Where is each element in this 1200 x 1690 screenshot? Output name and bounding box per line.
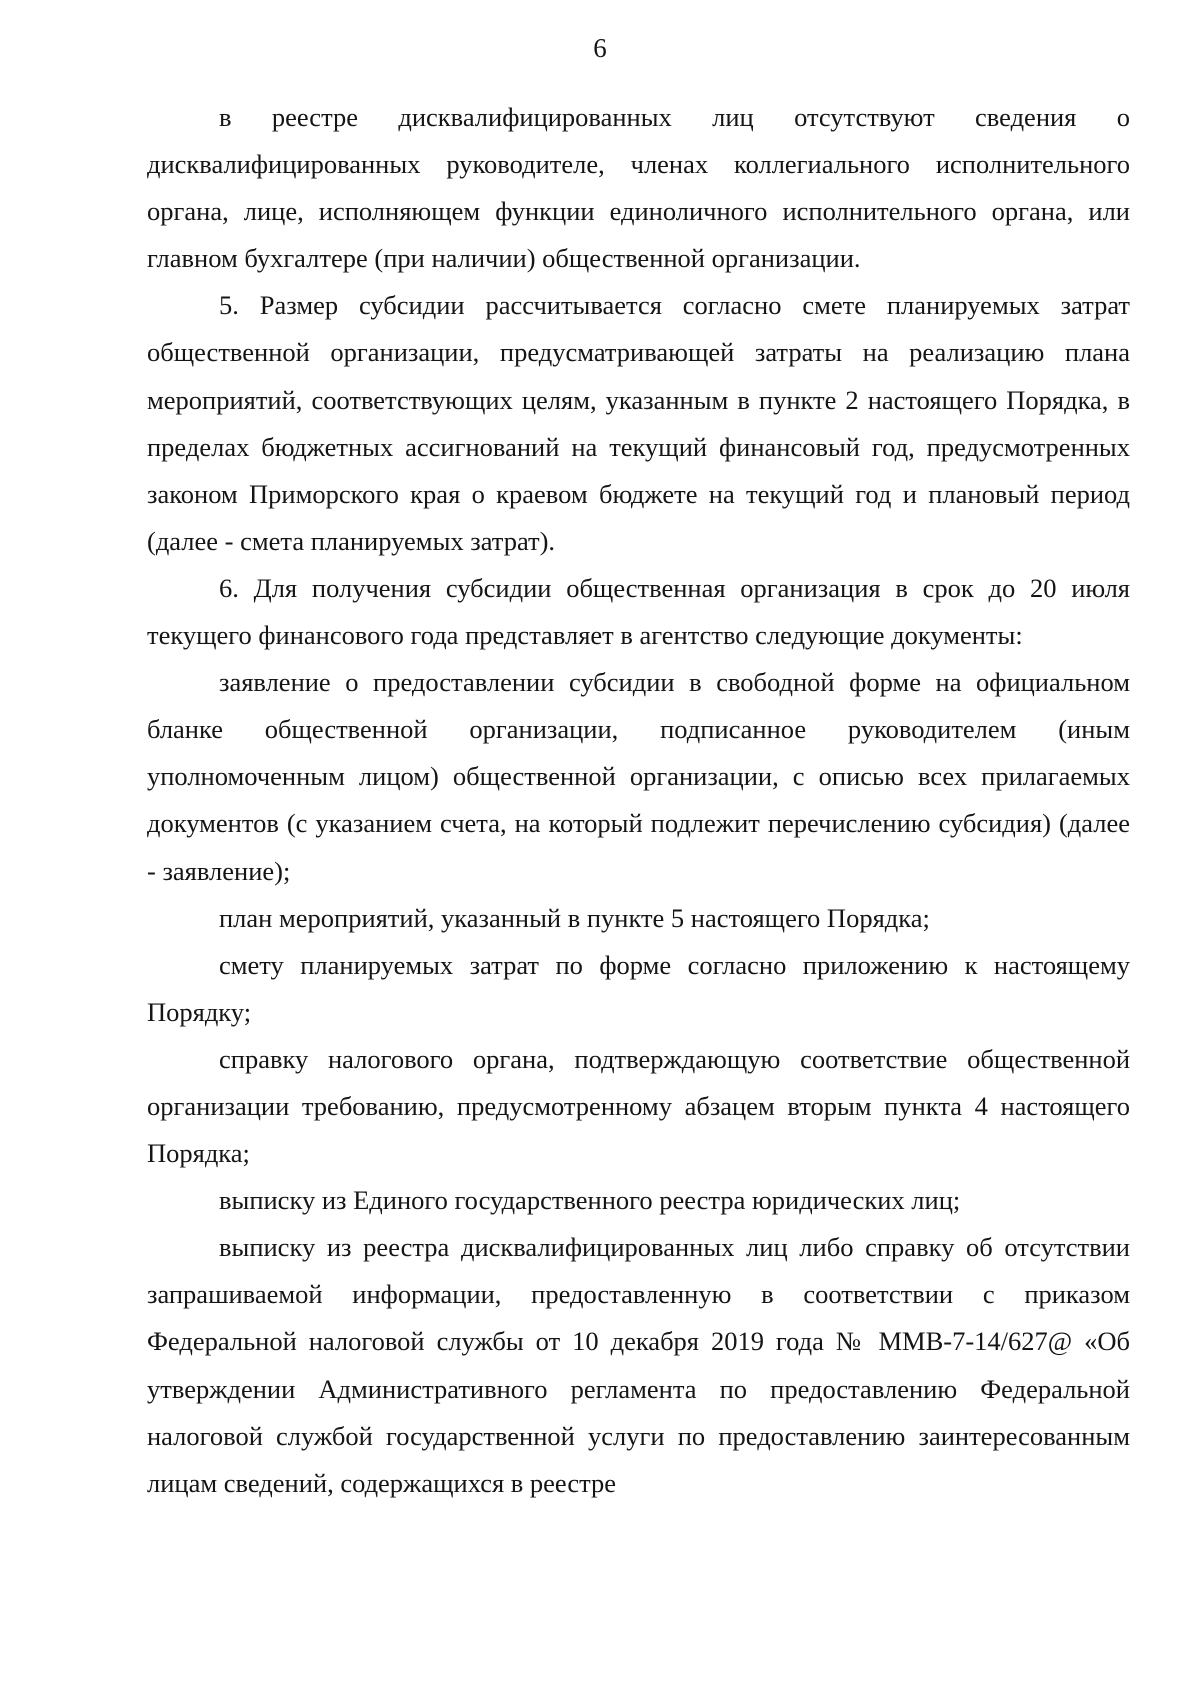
page-number: 6	[593, 33, 607, 63]
paragraph-application: заявление о предоставлении субсидии в свободной форме на официальном бланке общественной организации, подписанное руководителем (иным уполномоченным лицом) общественной организации, с описью всех прилагаемых документов (с указанием счета, на который подлежит перечислению субсидия) (далее - заявление);	[147, 667, 1130, 886]
paragraph-item-5-subsidy-amount: 5. Размер субсидии рассчитывается согласно смете планируемых затрат общественной организации, предусматривающей затраты на реализацию плана мероприятий, соответствующих целям, указанным в пункте 2 настоящего Порядка, в пределах бюджетных ассигнований на текущий финансовый год, предусмотренных законом Приморского края о краевом бюджете на текущий год и плановый период (далее - смета планируемых затрат).	[147, 290, 1130, 556]
paragraph-cost-estimate: смету планируемых затрат по форме согласно приложению к настоящему Порядку;	[147, 949, 1130, 1027]
paragraph-item-6-documents: 6. Для получения субсидии общественная организация в срок до 20 июля текущего финансового года представляет в агентство следующие документы:	[147, 572, 1130, 651]
paragraph-event-plan: план мероприятий, указанный в пункте 5 настоящего Порядка;	[219, 902, 930, 933]
paragraph-disqualified-registry: в реестре дисквалифицированных лиц отсутствуют сведения о дисквалифицированных руководителе, членах коллегиального исполнительного органа, лице, исполняющем функции единоличного исполнительного органа, или главном бухгалтере (при наличии) общественной организации.	[147, 102, 1130, 274]
paragraph-tax-certificate: справку налогового органа, подтверждающую соответствие общественной организации требованию, предусмотренному абзацем вторым пункта 4 настоящего Порядка;	[147, 1043, 1130, 1169]
paragraph-egrul-extract: выписку из Единого государственного реестра юридических лиц;	[219, 1185, 961, 1216]
paragraph-disqualified-extract: выписку из реестра дисквалифицированных лиц либо справку об отсутствии запрашиваемой информации, предоставленную в соответствии с приказом Федеральной налоговой службы от 10 декабря 2019 года № ММВ-7-14/627@ «Об утверждении Административного регламента по предоставлению Федеральной налоговой службой государственной услуги по предоставлению заинтересованным лицам сведений, содержащихся в реестре	[147, 1232, 1130, 1498]
document-body	[147, 94, 1130, 1507]
